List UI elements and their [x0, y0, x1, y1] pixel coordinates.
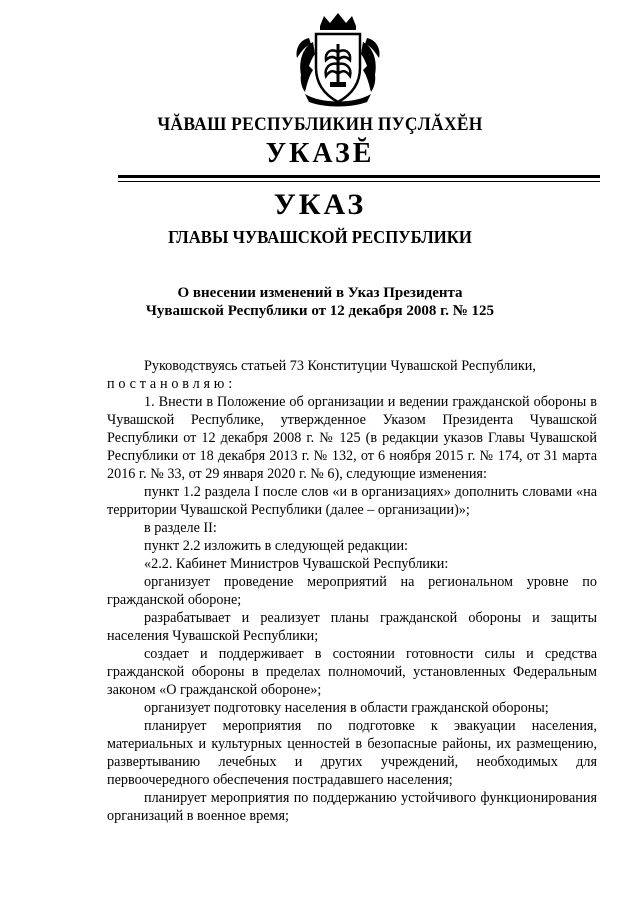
paragraph-item-2-2-intro: пункт 2.2 изложить в следующей редакции:: [144, 538, 408, 554]
coat-of-arms-emblem: [291, 8, 385, 108]
resolve-word: постановляю:: [107, 376, 236, 392]
paragraph-amendment-1-2: пункт 1.2 раздела I после слов «и в организациях» дополнить словами «на территории Чувашской Республики (далее – организации)»;: [107, 484, 597, 518]
decree-title: УКАЗ: [273, 188, 367, 221]
paragraph-item-1: 1. Внести в Положение об организации и ведении гражданской обороны в Чувашской Республике, утвержденное Указом Президента Чувашской Республики от 12 декабря 2008 г. № 125 (в редакции указов Главы Чувашской Республики от 18 декабря 2013 г. № 132, от 6 ноября 2015 г. № 174, от 31 марта 2016 г. № 33, от 29 января 2020 г. № 6), следующие изменения:: [107, 394, 597, 482]
paragraph-duty-1: организует проведение мероприятий на региональном уровне по гражданской обороне;: [107, 574, 597, 608]
header-divider-thin: [118, 181, 600, 182]
chuvash-header-title: ЧĂВАШ РЕСПУБЛИКИН ПУÇЛĂХĔН: [157, 114, 483, 135]
paragraph-duty-2: разрабатывает и реализует планы гражданской обороны и защиты населения Чувашской Республики;: [107, 610, 597, 644]
paragraph-duty-6: планирует мероприятия по поддержанию устойчивого функционирования организаций в военное время;: [107, 790, 597, 824]
preamble-paragraph: Руководствуясь статьей 73 Конституции Чувашской Республики,: [144, 358, 536, 374]
subject-line-2: Чувашской Республики от 12 декабря 2008 г. № 125: [145, 303, 495, 319]
paragraph-duty-4: организует подготовку населения в области гражданской обороны;: [144, 700, 549, 716]
paragraph-duty-5: планирует мероприятия по подготовке к эвакуации населения, материальных и культурных ценностей в безопасные районы, их размещению, развертыванию лечебных и других учреждений, необходимых для первоочередного обеспечения пострадавшего населения;: [107, 718, 597, 788]
decree-subject: [0, 284, 640, 320]
chuvash-decree-word: УКАЗĔ: [265, 138, 375, 169]
header-divider-thick: [118, 175, 600, 178]
issuer-title: ГЛАВЫ ЧУВАШСКОЙ РЕСПУБЛИКИ: [168, 227, 472, 247]
paragraph-section-2: в разделе II:: [144, 520, 217, 536]
decree-body: [107, 357, 597, 825]
paragraph-duty-3: создает и поддерживает в состоянии готовности силы и средства гражданской обороны в пределах полномочий, установленных Федеральным законом «О гражданской обороне»;: [107, 646, 597, 698]
subject-line-1: О внесении изменений в Указ Президента: [177, 285, 463, 301]
paragraph-item-2-2: «2.2. Кабинет Министров Чувашской Республики:: [144, 556, 449, 572]
